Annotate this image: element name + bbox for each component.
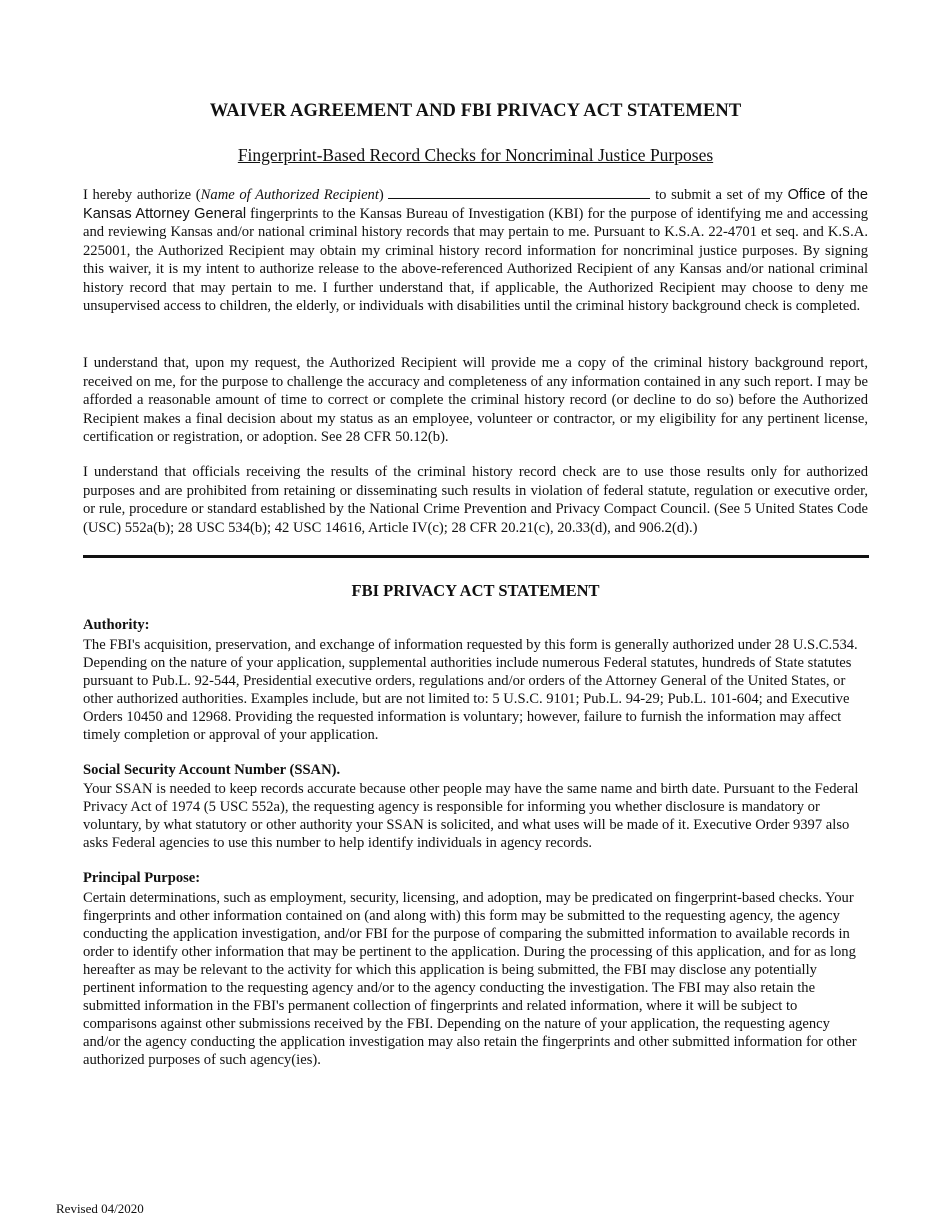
recipient-label: Name of Authorized Recipient [200, 187, 379, 203]
document-title: WAIVER AGREEMENT AND FBI PRIVACY ACT STATEMENT [209, 101, 742, 121]
authority-heading: Authority: [83, 617, 150, 633]
authority-text: The FBI's acquisition, preservation, and exchange of information requested by this form is generally authorized under 28 U.S.C.534. Depending on the nature of your application, supplemental authorities include numerous Federal statutes, hundreds of State statutes pursuant to Pub.L. 92-544, Presidential executive orders, regulations and/or orders of the Attorney General of the United States, or other authorized authorities. Examples include, but are not limited to: 5 U.S.C. 9101; Pub.L. 94-29; Pub.L. 101-604; and Executive Orders 10450 and 12968. Providing the requested information is voluntary; however, failure to furnish the information may affect timely completion or approval of your application. [83, 637, 858, 743]
recipient-label-close: ) [378, 187, 384, 203]
principal-purpose-text: Certain determinations, such as employment, security, licensing, and adoption, may be predicated on fingerprint-based checks. Your fingerprints and other information contained on (and along with) this form may be submitted to the requesting agency, the agency conducting the application investigation, and/or FBI for the purpose of comparing the submitted information to available records in order to identify other information that may be pertinent to the application. During the processing of this application, and for as long hereafter as may be relevant to the activity for which this application is being submitted, the FBI may disclose any potentially pertinent information to the requesting agency and/or to the agency conducting the investigation. The FBI may also retain the submitted information in the FBI's permanent collection of fingerprints and related information, where it will be subject to comparisons against other submissions received by the FBI. Depending on the nature of your application, the requesting agency and/or the agency conducting the application investigation may also retain the fingerprints and other submitted information for other authorized purposes of such agency(ies). [83, 890, 857, 1068]
authorized-recipient-blank[interactable] [388, 186, 650, 199]
section-divider [83, 555, 869, 558]
waiver-paragraph-2: I understand that, upon my request, the Authorized Recipient will provide me a copy of the criminal history background report, received on me, for the purpose to challenge the accuracy and completeness of any information contained in any such report. I may be afforded a reasonable amount of time to correct or complete the criminal history record (or decline to do so) before the Authorized Recipient makes a final decision about my status as an employee, volunteer or contractor, or my eligibility for any pertinent license, certification or registration, or adoption. See 28 CFR 50.12(b). [83, 355, 868, 445]
waiver-mid-text: to submit a set of my [650, 187, 788, 203]
waiver-rest-text: fingerprints to the Kansas Bureau of Investigation (KBI) for the purpose of identifying me and accessing and reviewing Kansas and/or national criminal history records that may pertain to me. Pursuant to K.S.A. 22-4701 et seq. and K.S.A. 225001, the Authorized Recipient may obtain my criminal history record information for noncriminal justice purposes. By signing this waiver, it is my intent to authorize release to the above-referenced Authorized Recipient of any Kansas and/or national criminal history record that may pertain to me. I further understand that, if applicable, the Authorized Recipient may choose to deny me unsupervised access to children, the elderly, or individuals with disabilities until the criminal history background check is completed. [83, 205, 868, 314]
waiver-paragraph-1 [83, 186, 868, 316]
principal-purpose-heading: Principal Purpose: [83, 870, 201, 886]
waiver-lead-text: I hereby authorize ( [83, 187, 201, 203]
ssan-text: Your SSAN is needed to keep records accurate because other people may have the same name and birth date. Pursuant to the Federal Privacy Act of 1974 (5 USC 552a), the requesting agency is responsible for informing you whether disclosure is mandatory or voluntary, by what statutory or other authority your SSAN is solicited, and what uses will be made of it. Executive Order 9397 also asks Federal agencies to use this number to help identify individuals in agency records. [83, 781, 859, 851]
revision-date: Revised 04/2020 [56, 1201, 144, 1216]
ssan-heading: Social Security Account Number (SSAN). [83, 762, 341, 778]
agency-name: Office of the Kansas Attorney General [83, 187, 868, 222]
document-subtitle: Fingerprint-Based Record Checks for Noncriminal Justice Purposes [237, 145, 714, 165]
privacy-section-title: FBI PRIVACY ACT STATEMENT [351, 581, 600, 600]
waiver-paragraph-3: I understand that officials receiving the results of the criminal history record check are to use those results only for authorized purposes and are prohibited from retaining or disseminating such results in violation of federal statute, regulation or executive order, or rule, procedure or standard established by the National Crime Prevention and Privacy Compact Council. (See 5 United States Code (USC) 552a(b); 28 USC 534(b); 42 USC 14616, Article IV(c); 28 CFR 20.21(c), 20.33(d), and 906.2(d).) [83, 464, 868, 536]
